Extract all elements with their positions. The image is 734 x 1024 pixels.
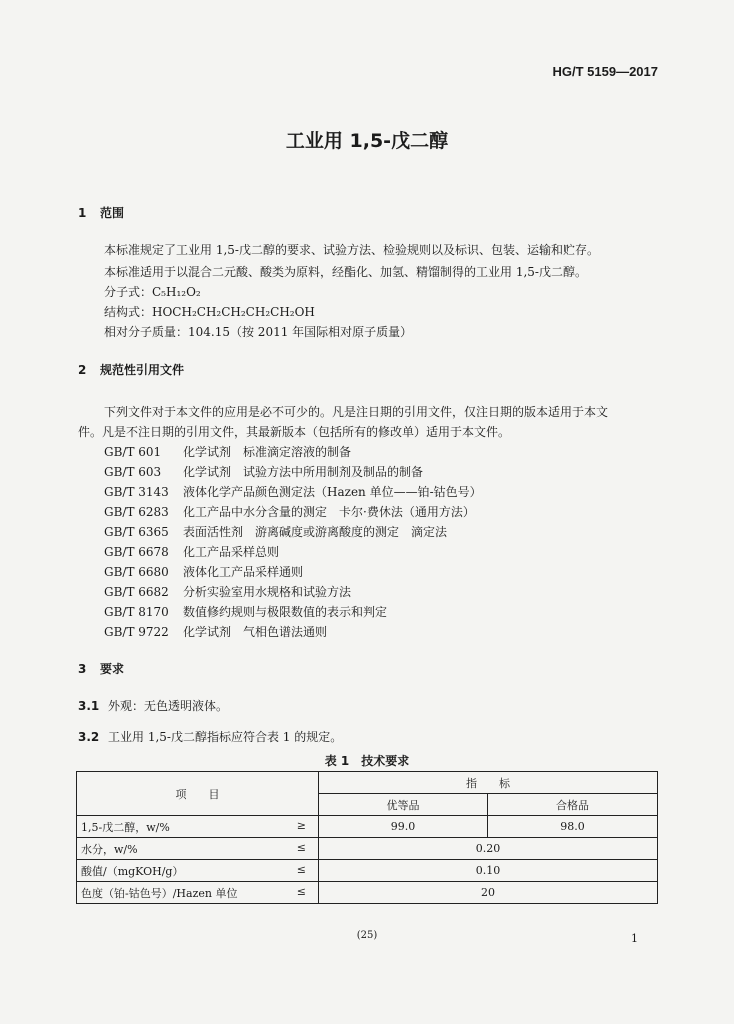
item-label: 色度（铂-钴色号）/Hazen 单位 (81, 886, 238, 900)
reference-title: 化学试剂 气相色谱法通则 (183, 625, 328, 639)
header-item: 项 目 (175, 787, 220, 801)
value-cell (319, 838, 658, 860)
section-title: 规范性引用文件 (100, 363, 185, 377)
value: 98.0 (560, 820, 585, 833)
grade-cell (488, 794, 658, 816)
reference-code: GB/T 8170 (104, 605, 169, 619)
structural-formula: 结构式：HOCH₂CH₂CH₂CH₂CH₂OH (104, 305, 315, 319)
reference-title: 数值修约规则与极限数值的表示和判定 (183, 605, 388, 619)
molecular-formula: 分子式：C₅H₁₂O₂ (104, 285, 201, 299)
requirement-3-1 (78, 697, 228, 714)
item-cell (77, 860, 319, 882)
value-cell (319, 882, 658, 904)
reference-item (104, 443, 351, 460)
scope-line-2: 本标准适用于以混合二元酸、酸类为原料，经酯化、加氢、精馏制得的工业用 1,5-戊二醇。 (104, 265, 587, 279)
reference-title: 表面活性剂 游离碱度或游离酸度的测定 滴定法 (183, 525, 448, 539)
reference-item (104, 583, 351, 600)
reference-title: 化学试剂 标准滴定溶液的制备 (183, 445, 352, 459)
table-header-row (77, 772, 658, 794)
reference-code: GB/T 3143 (104, 485, 169, 499)
value-cell (319, 860, 658, 882)
clause-number: 3.2 (78, 730, 100, 744)
value: 0.20 (475, 842, 501, 855)
section-number: 3 (78, 662, 87, 676)
header-item-cell (77, 772, 319, 816)
technical-requirements-table (76, 771, 658, 904)
clause-number: 3.1 (78, 699, 100, 713)
molecular-mass: 相对分子质量：104.15（按 2011 年国际相对原子质量） (104, 325, 413, 339)
value-cell (488, 816, 658, 838)
section-title: 范围 (100, 206, 125, 220)
grade-label: 合格品 (556, 798, 589, 812)
page-marker: (25) (356, 930, 378, 941)
value: 99.0 (390, 820, 416, 833)
standard-code: HG/T 5159—2017 (552, 64, 658, 79)
value: 20 (481, 886, 495, 899)
reference-code: GB/T 6680 (104, 565, 169, 579)
comparison-operator: ≤ (296, 840, 306, 854)
reference-title: 化工产品中水分含量的测定 卡尔·费休法（通用方法） (183, 505, 475, 519)
item-label: 酸值/（mgKOH/g） (81, 864, 184, 878)
reference-item (104, 523, 447, 540)
reference-item (104, 543, 279, 560)
section-2-heading (78, 361, 184, 378)
table-row (77, 860, 658, 882)
document-title: 工业用 1,5-戊二醇 (285, 130, 449, 152)
reference-code: GB/T 6365 (104, 525, 169, 539)
clause-text: 外观：无色透明液体。 (108, 699, 229, 713)
item-label: 1,5-戊二醇，w/% (81, 820, 170, 834)
reference-item (104, 603, 387, 620)
header-index: 指 标 (466, 776, 510, 790)
reference-code: GB/T 601 (104, 445, 162, 459)
reference-title: 液体化工产品采样通则 (183, 565, 304, 579)
section-3-heading (78, 660, 124, 677)
reference-item (104, 463, 423, 480)
reference-title: 分析实验室用水规格和试验方法 (183, 585, 352, 599)
reference-title: 液体化学产品颜色测定法（Hazen 单位——铂-钴色号） (183, 485, 482, 499)
requirement-3-2 (78, 728, 342, 745)
reference-code: GB/T 6682 (104, 585, 169, 599)
section-number: 1 (78, 206, 87, 220)
reference-code: GB/T 603 (104, 465, 162, 479)
header-index-cell (319, 772, 658, 794)
value-cell (319, 816, 488, 838)
section-title: 要求 (100, 662, 125, 676)
section-1-heading (78, 204, 124, 221)
reference-item (104, 503, 475, 520)
reference-title: 化学试剂 试验方法中所用制剂及制品的制备 (183, 465, 424, 479)
reference-item (104, 563, 303, 580)
page-number: 1 (631, 932, 638, 945)
refs-intro-line-1: 下列文件对于本文件的应用是必不可少的。凡是注日期的引用文件，仅注日期的版本适用于本文 (104, 405, 609, 419)
table-row (77, 838, 658, 860)
grade-label: 优等品 (386, 798, 420, 812)
reference-title: 化工产品采样总则 (183, 545, 280, 559)
value: 0.10 (475, 864, 501, 877)
item-cell (77, 882, 319, 904)
reference-item (104, 623, 327, 640)
comparison-operator: ≥ (296, 818, 306, 832)
reference-code: GB/T 9722 (104, 625, 169, 639)
reference-item (104, 483, 482, 500)
table-row (77, 816, 658, 838)
comparison-operator: ≤ (296, 862, 306, 876)
table-row (77, 882, 658, 904)
grade-cell (319, 794, 488, 816)
reference-code: GB/T 6283 (104, 505, 169, 519)
clause-text: 工业用 1,5-戊二醇指标应符合表 1 的规定。 (108, 730, 343, 744)
reference-code: GB/T 6678 (104, 545, 169, 559)
item-label: 水分，w/% (81, 842, 138, 856)
item-cell (77, 838, 319, 860)
comparison-operator: ≤ (296, 884, 306, 898)
section-number: 2 (78, 363, 87, 377)
refs-intro-line-2: 件。凡是不注日期的引用文件，其最新版本（包括所有的修改单）适用于本文件。 (78, 425, 511, 439)
item-cell (77, 816, 319, 838)
scope-line-1: 本标准规定了工业用 1,5-戊二醇的要求、试验方法、检验规则以及标识、包装、运输和贮存。 (104, 243, 599, 257)
table-caption: 表 1 技术要求 (324, 754, 410, 768)
